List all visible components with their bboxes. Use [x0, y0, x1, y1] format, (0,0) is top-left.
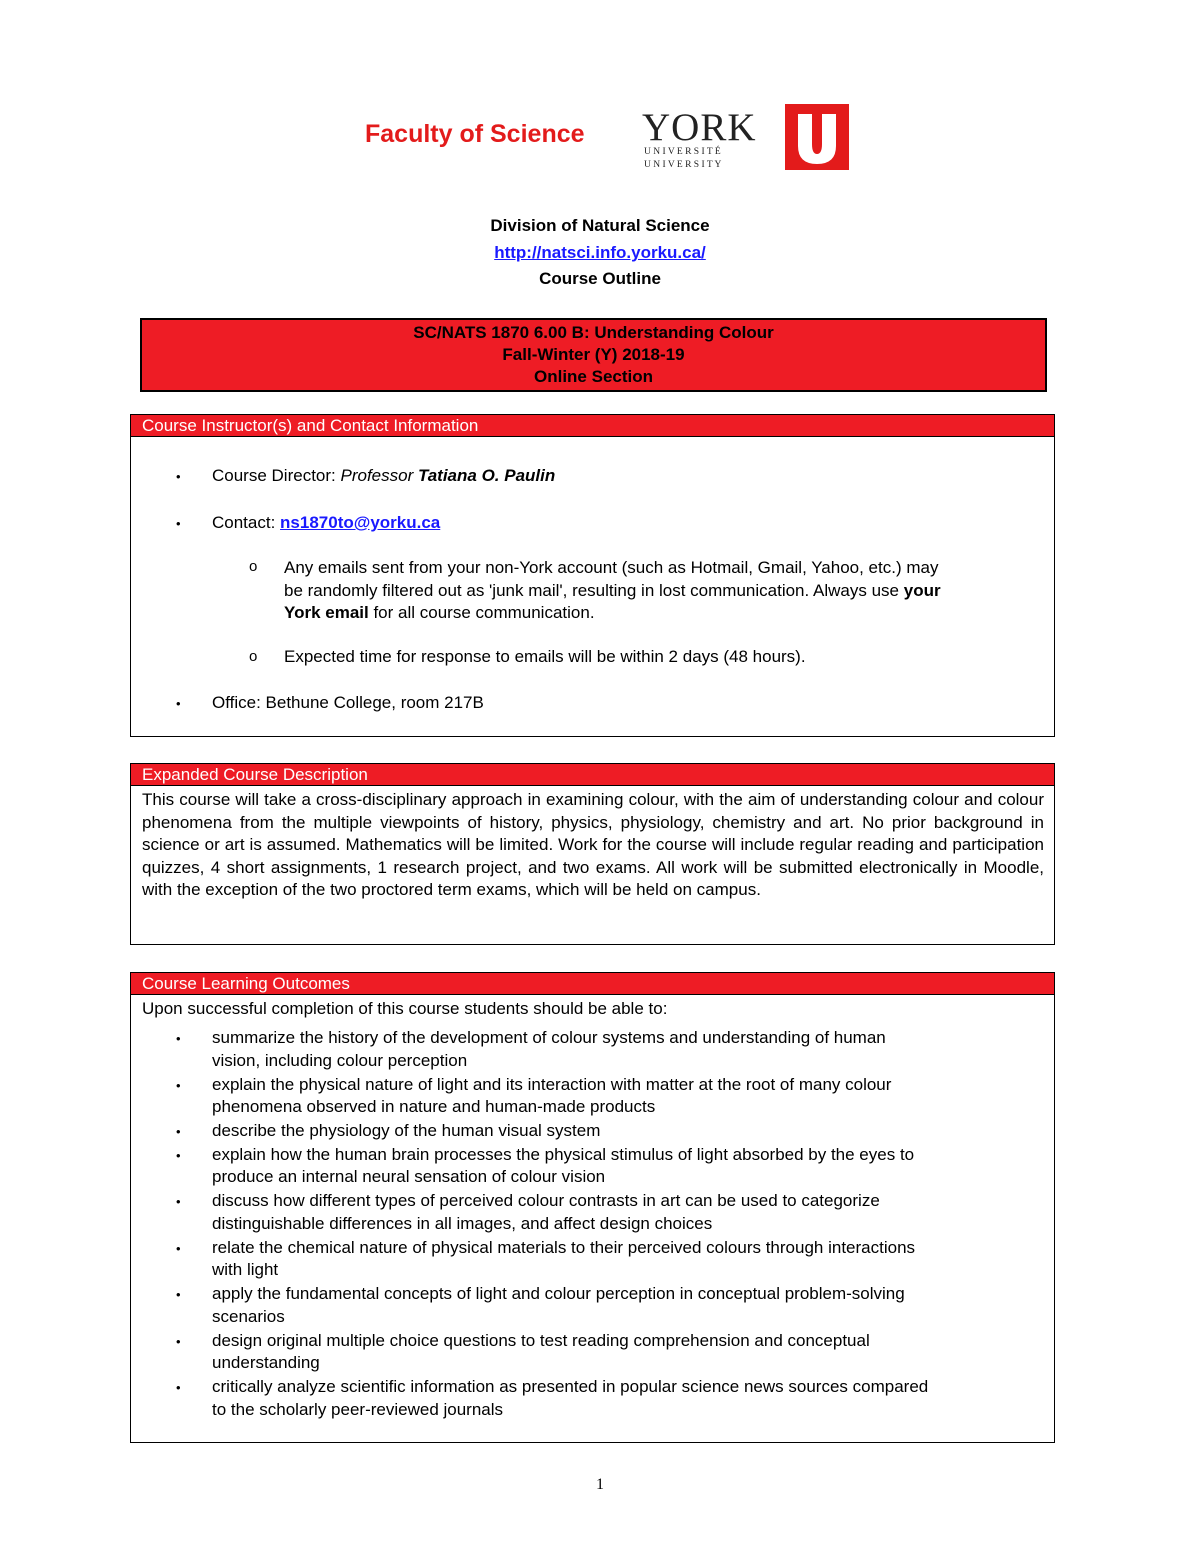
bullet-icon: • — [176, 1194, 181, 1209]
outcome-item: critically analyze scientific information as presented in popular science news sources compared to the scholarly peer-reviewed journals — [212, 1377, 929, 1419]
email-note: Any emails sent from your non-York account (such as Hotmail, Gmail, Yahoo, etc.) may be randomly filtered out as 'junk mail', resulting in lost communication. Always use your York email for all course communication. — [284, 558, 941, 622]
outcome-item: discuss how different types of perceived colour contrasts in art can be used to categorize distinguishable differences in all images, and affect design choices — [212, 1191, 880, 1233]
description-section-heading: Expanded Course Description — [131, 764, 1054, 786]
bullet-icon: • — [176, 1240, 181, 1256]
bullet-icon: • — [176, 469, 181, 484]
bullet-icon: • — [176, 1333, 181, 1349]
bullet-icon: • — [176, 1077, 181, 1093]
document-type: Course Outline — [539, 269, 661, 288]
instructor-section-heading: Course Instructor(s) and Contact Information — [131, 415, 1054, 437]
course-description: This course will take a cross-disciplinary approach in examining colour, with the aim of understanding colour and colour phenomena from the multiple viewpoints of history, physics, physiology, chemistry and art. No prior background in science or art is assumed. Mathematics will be limited. Work for the course will include regular reading and participation quizzes, 4 short assignments, 1 research project, and two exams. All work will be submitted electronically in Moodle, with the exception of the two proctored term exams, which will be held on campus. — [142, 790, 1044, 899]
bullet-icon: • — [176, 1147, 181, 1163]
outcome-item: explain how the human brain processes the physical stimulus of light absorbed by the eyes to produce an internal neural sensation of colour vision — [212, 1144, 915, 1186]
description-section — [130, 763, 1055, 945]
course-code-title: SC/NATS 1870 6.00 B: Understanding Colour — [413, 323, 774, 342]
division-name: Division of Natural Science — [490, 216, 710, 235]
outcomes-intro: Upon successful completion of this course students should be able to: — [142, 999, 668, 1018]
sub-bullet-icon: o — [249, 558, 258, 575]
bullet-icon: • — [176, 696, 181, 711]
sub-bullet-icon: o — [249, 648, 258, 665]
course-section: Online Section — [533, 367, 654, 386]
logo-york-text: YORK — [642, 106, 757, 149]
director-name: Tatiana O. Paulin — [417, 466, 556, 485]
outcome-item: relate the chemical nature of physical materials to their perceived colours through interactions with light — [212, 1237, 916, 1279]
outcome-item: explain the physical nature of light and its interaction with matter at the root of many colour phenomena observed in nature and human-made products — [212, 1074, 892, 1116]
bullet-icon: • — [176, 516, 181, 531]
instructor-section — [130, 414, 1055, 737]
course-title-box — [140, 318, 1047, 392]
office-line: Office: Bethune College, room 217B — [212, 693, 484, 712]
division-website-link[interactable]: http://natsci.info.yorku.ca/ — [494, 243, 706, 262]
course-director-line: Course Director: Professor Tatiana O. Paulin — [212, 466, 556, 485]
bullet-icon: • — [176, 1124, 181, 1139]
contact-line: Contact: ns1870to@yorku.ca — [212, 513, 441, 532]
outcomes-section-heading: Course Learning Outcomes — [131, 973, 1054, 995]
bullet-icon: • — [176, 1031, 181, 1046]
outcome-item: apply the fundamental concepts of light and colour perception in conceptual problem-solving scenarios — [212, 1284, 905, 1326]
logo-university-text: U N I V E R S I T Y — [644, 160, 722, 170]
response-time-note: Expected time for response to emails will be within 2 days (48 hours). — [284, 647, 806, 666]
page-number: 1 — [596, 1476, 604, 1493]
outcome-item: design original multiple choice questions to test reading comprehension and conceptual understanding — [212, 1330, 870, 1372]
bullet-icon: • — [176, 1287, 181, 1302]
logo-universite-text: U N I V E R S I T É — [644, 147, 721, 157]
outcomes-section — [130, 972, 1055, 1443]
course-term: Fall-Winter (Y) 2018-19 — [502, 345, 685, 364]
outcome-item: describe the physiology of the human visual system — [212, 1121, 601, 1140]
faculty-title: Faculty of Science — [365, 120, 585, 148]
york-university-logo — [640, 104, 855, 174]
outcome-item: summarize the history of the development of colour systems and understanding of human vision, including colour perception — [212, 1028, 886, 1070]
bullet-icon: • — [176, 1380, 181, 1395]
contact-email-link[interactable]: ns1870to@yorku.ca — [280, 513, 441, 532]
